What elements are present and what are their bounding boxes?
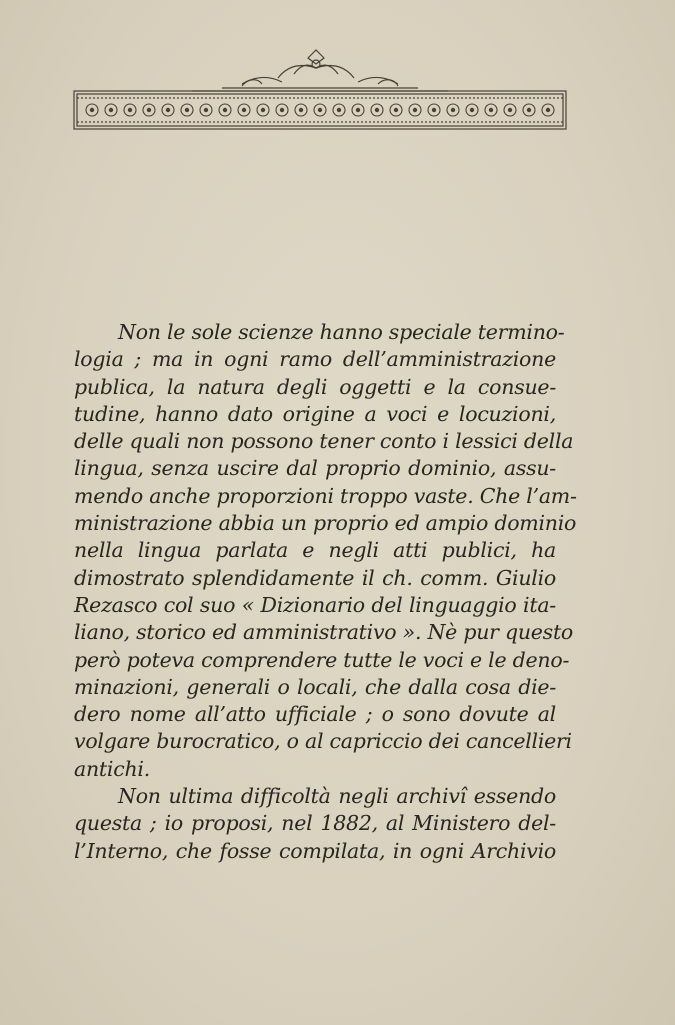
paragraph-2 [74,783,556,865]
text-line: volgare burocratico, o al capriccio dei cancellieri [74,729,572,754]
text-line: lingua, senza uscire dal proprio dominio, assu- [74,456,556,481]
text-line: mendo anche proporzioni troppo vaste. Che l’am- [74,483,577,508]
text-line: dero nome all’atto ufficiale ; o sono dovute al [74,702,556,727]
text-line: delle quali non possono tener conto i lessici della [74,429,574,454]
text-line: Rezasco col suo « Dizionario del linguaggio ita- [74,592,556,617]
text-line: liano, storico ed amministrativo ». Nè pur questo [74,620,574,645]
text-line: Non ultima difficoltà negli archivî essendo [118,784,556,809]
text-line: antichi. [74,756,150,781]
text-line: logia ; ma in ogni ramo dell’amministrazione [74,347,556,372]
text-line: Non le sole scienze hanno speciale termino- [118,320,565,344]
text-line: nella lingua parlata e negli atti publici, ha [74,538,556,563]
text-line: questa ; io proposi, nel 1882, al Ministero del- [74,811,556,836]
text-line: l’Interno, che fosse compilata, in ogni Archivio [74,838,556,863]
text-line: publica, la natura degli oggetti e la consue- [74,374,556,399]
text-line: però poteva comprendere tutte le voci e le deno- [74,647,570,672]
headpiece-ornament [72,44,568,136]
text-line: ministrazione abbia un proprio ed ampio dominio [74,511,577,536]
body-text [74,319,577,865]
text-line: tudine, hanno dato origine a voci e locuzioni, [74,401,556,426]
text-line: minazioni, generali o locali, che dalla cosa die- [74,674,556,699]
paragraph-1 [74,319,577,783]
text-line: dimostrato splendidamente il ch. comm. Giulio [74,565,556,590]
